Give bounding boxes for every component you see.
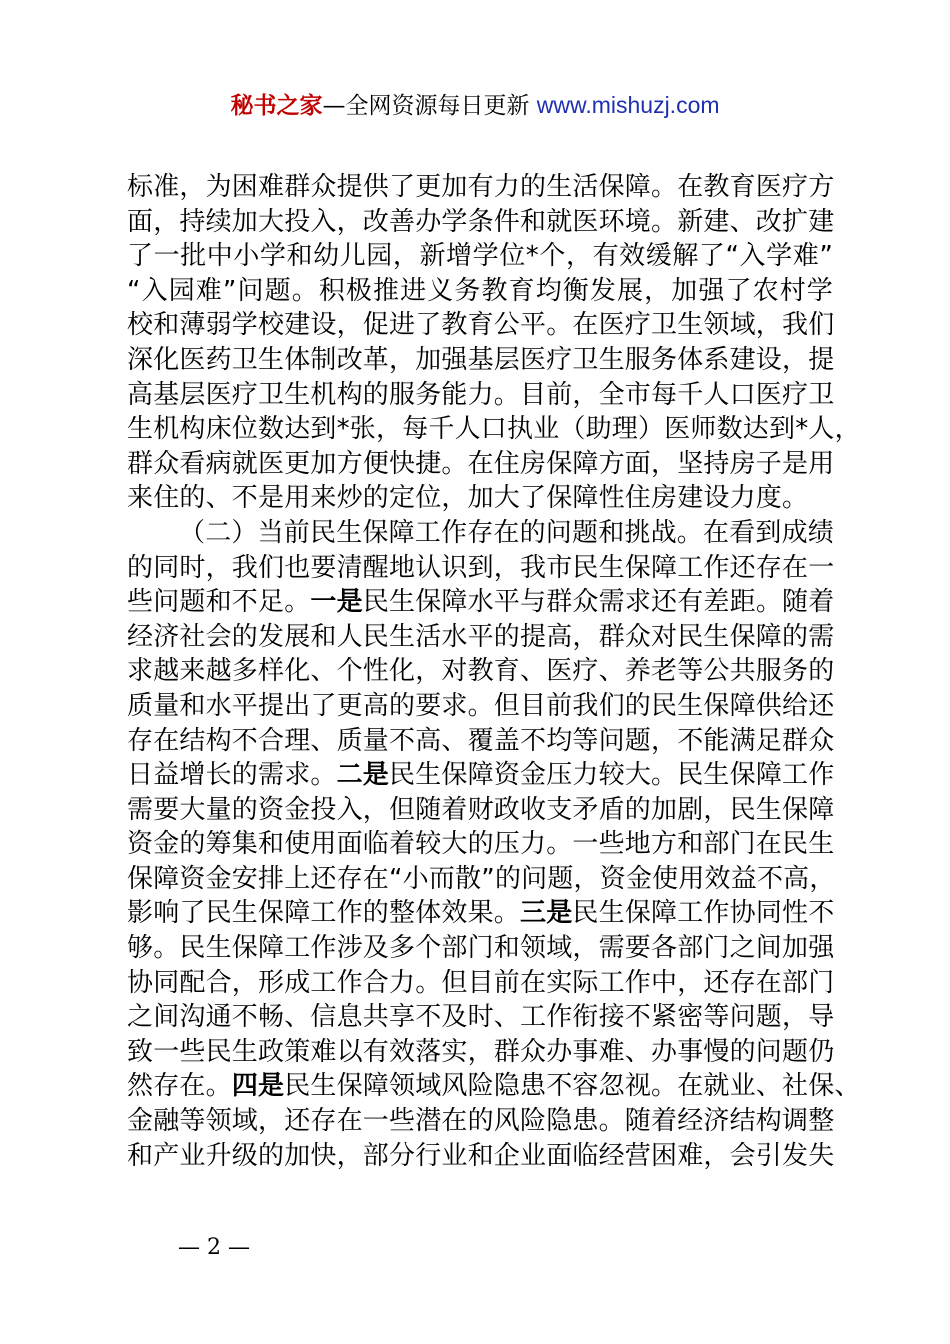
text-line: 高基层医疗卫生机构的服务能力。目前，全市每千人口医疗卫 [127, 379, 835, 410]
site-url[interactable]: www.mishuzj.com [536, 92, 720, 118]
text-line: 校和薄弱学校建设，促进了教育公平。在医疗卫生领域，我们 [127, 310, 835, 341]
text-line: 够。民生保障工作涉及多个部门和领域，需要各部门之间加强 [127, 933, 835, 964]
text-line: 之间沟通不畅、信息共享不及时、工作衔接不紧密等问题，导 [127, 1002, 835, 1033]
text-line: 了一批中小学和幼儿园，新增学位*个，有效缓解了“入学难” [127, 241, 833, 272]
text-line: 求越来越多样化、个性化，对教育、医疗、养老等公共服务的 [127, 656, 835, 687]
point-marker: 二是 [336, 760, 390, 791]
text-line: 保障资金安排上还存在“小而散”的问题，资金使用效益不高， [127, 863, 836, 894]
page-number: — 2 — [178, 1235, 250, 1260]
text-line: 群众看病就医更加方便快捷。在住房保障方面，坚持房子是用 [127, 448, 835, 479]
text-line: 资金的筹集和使用面临着较大的压力。一些地方和部门在民生 [127, 829, 835, 860]
text-line: 协同配合，形成工作合力。但目前在实际工作中，还存在部门 [127, 967, 835, 998]
text-line: 的同时，我们也要清醒地认识到，我市民生保障工作还存在一 [127, 552, 835, 583]
text-line: 存在结构不合理、质量不高、覆盖不均等问题，不能满足群众 [127, 725, 835, 756]
text-line: “入园难”问题。积极推进义务教育均衡发展，加强了农村学 [127, 275, 833, 306]
text-line: 些问题和不足。一是民生保障水平与群众需求还有差距。随着 [127, 587, 835, 618]
text-line: 需要大量的资金投入，但随着财政收支矛盾的加剧，民生保障 [127, 794, 835, 825]
text-line: 来住的、不是用来炒的定位，加大了保障性住房建设力度。 [127, 483, 809, 514]
text-line: 标准，为困难群众提供了更加有力的生活保障。在教育医疗方 [127, 172, 835, 202]
text-line: 和产业升级的加快，部分行业和企业面临经营困难，会引发失 [127, 1140, 835, 1171]
text-line: 经济社会的发展和人民生活水平的提高，群众对民生保障的需 [127, 621, 835, 652]
text-line: 致一些民生政策难以有效落实，群众办事难、办事慢的问题仍 [127, 1036, 835, 1067]
section-heading-line: （二）当前民生保障工作存在的问题和挑战。在看到成绩 [179, 517, 835, 548]
body-text [127, 170, 861, 1173]
text-line: 日益增长的需求。二是民生保障资金压力较大。民生保障工作 [127, 760, 835, 791]
text-line: 质量和水平提出了更高的要求。但目前我们的民生保障供给还 [127, 690, 835, 721]
point-marker: 一是 [310, 587, 363, 618]
text-line: 深化医药卫生体制改革，加强基层医疗卫生服务体系建设，提 [127, 344, 835, 375]
point-marker: 四是 [231, 1071, 285, 1102]
site-tagline: —全网资源每日更新 [322, 93, 537, 119]
text-line: 面，持续加大投入，改善办学条件和就医环境。新建、改扩建 [127, 206, 835, 237]
text-line: 金融等领域，还存在一些潜在的风险隐患。随着经济结构调整 [127, 1106, 835, 1137]
text-line: 生机构床位数达到*张，每千人口执业（助理）医师数达到*人， [127, 414, 861, 445]
text-line: 然存在。四是民生保障领域风险隐患不容忽视。在就业、社保、 [127, 1071, 861, 1102]
point-marker: 三是 [520, 898, 573, 929]
page-header [0, 88, 950, 123]
site-name: 秘书之家 [230, 93, 323, 119]
text-line: 影响了民生保障工作的整体效果。三是民生保障工作协同性不 [127, 898, 835, 929]
